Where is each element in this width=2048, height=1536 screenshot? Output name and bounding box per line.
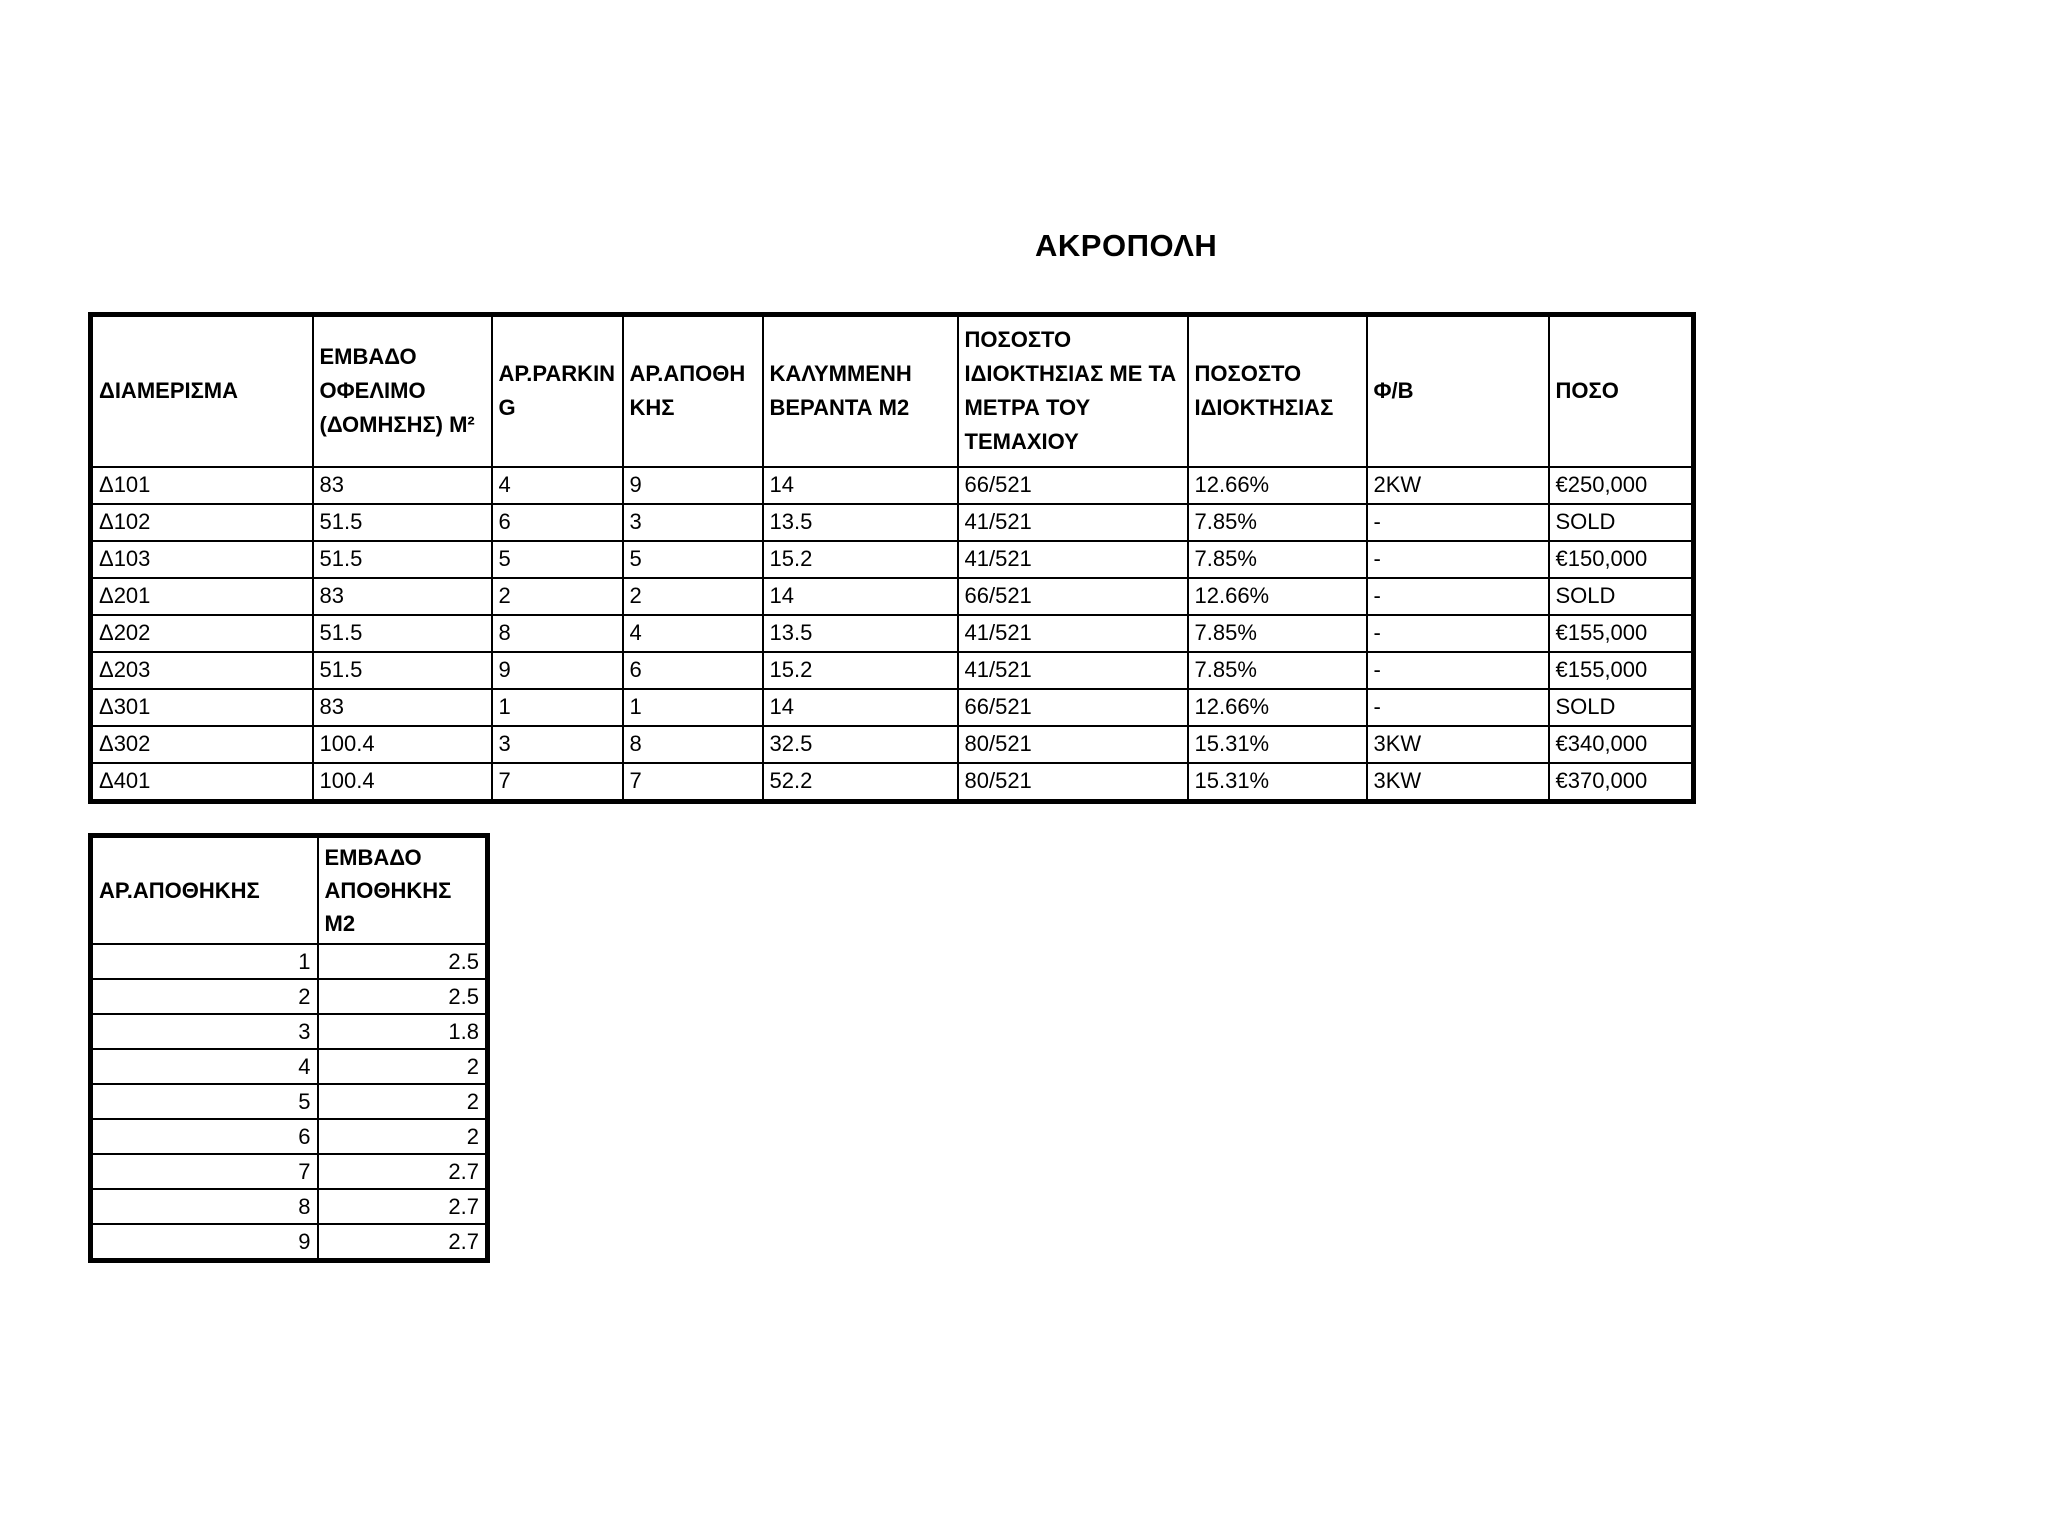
cell-ownership-meters: 41/521 [958,504,1188,541]
cell-parking-no: 3 [492,726,623,763]
cell-amount: SOLD [1549,578,1694,615]
cell-ownership-percent: 7.85% [1188,504,1367,541]
cell-covered-veranda: 13.5 [763,615,958,652]
cell-pv: 3KW [1367,726,1549,763]
table-row [91,1014,488,1049]
cell-apartment: Δ201 [91,578,313,615]
cell-storage-number: 7 [91,1154,318,1189]
column-header-ownership-meters: ΠΟΣΟΣΤΟ ΙΔΙΟΚΤΗΣΙΑΣ ΜΕ ΤΑ ΜΕΤΡΑ ΤΟΥ ΤΕΜΑΧΙΟΥ [958,315,1188,467]
cell-storage-area: 2.7 [318,1154,488,1189]
table-row [91,726,1694,763]
column-header-parking-no: ΑΡ.PARKING [492,315,623,467]
column-header-apartment: ΔΙΑΜΕΡΙΣΜΑ [91,315,313,467]
storage-table [88,833,490,1263]
cell-ownership-percent: 7.85% [1188,652,1367,689]
cell-storage-area: 2.5 [318,979,488,1014]
column-header-covered-veranda: ΚΑΛΥΜΜΕΝΗ ΒΕΡΑΝΤΑ Μ2 [763,315,958,467]
table-row [91,615,1694,652]
storage-header-row [91,836,488,945]
cell-ownership-meters: 41/521 [958,615,1188,652]
cell-pv: - [1367,504,1549,541]
column-header-storage-number: ΑΡ.ΑΠΟΘΗΚΗΣ [91,836,318,945]
cell-covered-veranda: 52.2 [763,763,958,802]
cell-pv: 3KW [1367,763,1549,802]
column-header-pv: Φ/Β [1367,315,1549,467]
cell-storage-no: 4 [623,615,763,652]
table-row [91,541,1694,578]
cell-covered-veranda: 15.2 [763,541,958,578]
cell-apartment: Δ203 [91,652,313,689]
cell-pv: 2KW [1367,467,1549,504]
cell-storage-number: 5 [91,1084,318,1119]
cell-parking-no: 9 [492,652,623,689]
cell-usable-area: 51.5 [313,652,492,689]
cell-covered-veranda: 32.5 [763,726,958,763]
table-row [91,1049,488,1084]
cell-covered-veranda: 15.2 [763,652,958,689]
cell-ownership-percent: 15.31% [1188,763,1367,802]
cell-amount: SOLD [1549,689,1694,726]
column-header-amount: ΠΟΣΟ [1549,315,1694,467]
cell-usable-area: 83 [313,467,492,504]
cell-apartment: Δ401 [91,763,313,802]
table-row [91,652,1694,689]
cell-amount: €250,000 [1549,467,1694,504]
cell-apartment: Δ202 [91,615,313,652]
cell-pv: - [1367,689,1549,726]
table-row [91,1189,488,1224]
cell-pv: - [1367,652,1549,689]
cell-storage-area: 1.8 [318,1014,488,1049]
table-row [91,689,1694,726]
apartments-table [88,312,1696,804]
cell-pv: - [1367,541,1549,578]
cell-storage-number: 9 [91,1224,318,1261]
column-header-ownership-percent: ΠΟΣΟΣΤΟ ΙΔΙΟΚΤΗΣΙΑΣ [1188,315,1367,467]
table-row [91,763,1694,802]
cell-storage-number: 4 [91,1049,318,1084]
cell-storage-no: 8 [623,726,763,763]
table-row [91,578,1694,615]
cell-parking-no: 7 [492,763,623,802]
cell-storage-area: 2 [318,1049,488,1084]
table-row [91,944,488,979]
cell-amount: €155,000 [1549,652,1694,689]
cell-ownership-meters: 80/521 [958,763,1188,802]
cell-ownership-meters: 41/521 [958,541,1188,578]
cell-apartment: Δ101 [91,467,313,504]
cell-apartment: Δ103 [91,541,313,578]
cell-storage-no: 7 [623,763,763,802]
cell-ownership-percent: 7.85% [1188,541,1367,578]
cell-storage-area: 2 [318,1084,488,1119]
cell-amount: €150,000 [1549,541,1694,578]
page-title: ΑΚΡΟΠΟΛΗ [1035,228,1218,263]
cell-ownership-percent: 7.85% [1188,615,1367,652]
cell-parking-no: 4 [492,467,623,504]
cell-pv: - [1367,578,1549,615]
cell-usable-area: 83 [313,578,492,615]
cell-parking-no: 5 [492,541,623,578]
column-header-storage-no: ΑΡ.ΑΠΟΘΗΚΗΣ [623,315,763,467]
cell-storage-area: 2.7 [318,1189,488,1224]
cell-apartment: Δ301 [91,689,313,726]
cell-storage-no: 5 [623,541,763,578]
column-header-usable-area: ΕΜΒΑΔΟ ΟΦΕΛΙΜΟ (ΔΟΜΗΣΗΣ) Μ² [313,315,492,467]
cell-storage-number: 6 [91,1119,318,1154]
cell-ownership-meters: 41/521 [958,652,1188,689]
cell-parking-no: 6 [492,504,623,541]
cell-pv: - [1367,615,1549,652]
table-row [91,467,1694,504]
cell-storage-no: 9 [623,467,763,504]
cell-parking-no: 1 [492,689,623,726]
cell-covered-veranda: 13.5 [763,504,958,541]
cell-parking-no: 8 [492,615,623,652]
cell-ownership-meters: 66/521 [958,467,1188,504]
cell-usable-area: 100.4 [313,763,492,802]
table-row [91,1084,488,1119]
cell-usable-area: 83 [313,689,492,726]
cell-storage-number: 2 [91,979,318,1014]
cell-ownership-meters: 66/521 [958,578,1188,615]
cell-storage-area: 2.5 [318,944,488,979]
cell-amount: €370,000 [1549,763,1694,802]
table-row [91,504,1694,541]
apartments-header-row [91,315,1694,467]
cell-storage-no: 6 [623,652,763,689]
cell-storage-number: 3 [91,1014,318,1049]
cell-usable-area: 51.5 [313,541,492,578]
cell-amount: €340,000 [1549,726,1694,763]
cell-covered-veranda: 14 [763,689,958,726]
table-row [91,979,488,1014]
cell-ownership-percent: 12.66% [1188,689,1367,726]
table-row [91,1224,488,1261]
cell-storage-no: 2 [623,578,763,615]
cell-storage-number: 1 [91,944,318,979]
cell-storage-no: 3 [623,504,763,541]
table-row [91,1154,488,1189]
cell-storage-number: 8 [91,1189,318,1224]
cell-covered-veranda: 14 [763,578,958,615]
cell-amount: €155,000 [1549,615,1694,652]
cell-ownership-meters: 80/521 [958,726,1188,763]
cell-ownership-percent: 15.31% [1188,726,1367,763]
cell-ownership-percent: 12.66% [1188,467,1367,504]
cell-usable-area: 51.5 [313,615,492,652]
cell-usable-area: 100.4 [313,726,492,763]
cell-ownership-percent: 12.66% [1188,578,1367,615]
cell-storage-no: 1 [623,689,763,726]
cell-apartment: Δ302 [91,726,313,763]
cell-covered-veranda: 14 [763,467,958,504]
cell-storage-area: 2 [318,1119,488,1154]
cell-usable-area: 51.5 [313,504,492,541]
cell-parking-no: 2 [492,578,623,615]
cell-storage-area: 2.7 [318,1224,488,1261]
cell-ownership-meters: 66/521 [958,689,1188,726]
column-header-storage-area: ΕΜΒΑΔΟ ΑΠΟΘΗΚΗΣ Μ2 [318,836,488,945]
cell-apartment: Δ102 [91,504,313,541]
cell-amount: SOLD [1549,504,1694,541]
table-row [91,1119,488,1154]
